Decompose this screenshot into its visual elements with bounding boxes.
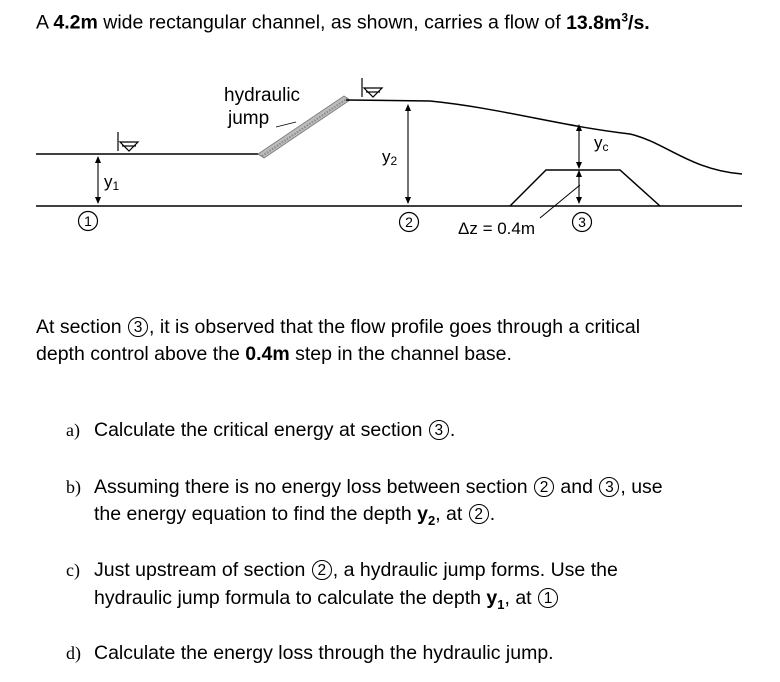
channel-step xyxy=(510,170,660,206)
dz-label: Δz = 0.4m xyxy=(458,219,536,238)
question-a-label: a) xyxy=(66,420,80,440)
hydraulic-jump-label: hydraulic jump xyxy=(224,85,301,129)
question-a: a) Calculate the critical energy at section 3 . xyxy=(66,417,455,444)
step-height: 0.4m xyxy=(245,343,290,365)
section-1-marker: 1 xyxy=(84,213,92,229)
question-c-line-2: hydraulic jump formula to calculate the depth $y_1$, at 1 xyxy=(66,585,559,618)
question-b-line-2: the energy equation to find the depth $y_2$, at 2 . xyxy=(94,503,496,528)
question-b-label: b) xyxy=(66,477,81,497)
section-3-ref: 3 xyxy=(128,317,148,337)
observation-line-2: depth control above the 0.4m step in the channel base. xyxy=(36,343,512,365)
y2-label: y2 xyxy=(382,147,398,168)
flow-rate: $13.8m^3/s$. xyxy=(566,10,650,34)
y1-label: y1 xyxy=(104,172,120,193)
channel-diagram xyxy=(0,0,780,300)
question-d-label: d) xyxy=(66,643,81,663)
observation-line-1: At section 3 , it is observed that the flow profile goes through a critical xyxy=(36,316,641,338)
question-c-line-1: c) Just upstream of section 2 , a hydraulic jump forms. Use the xyxy=(66,557,618,584)
water-surface-marker-1 xyxy=(118,132,138,151)
section-2-marker: 2 xyxy=(405,214,413,230)
problem-statement: A 4.2m wide rectangular channel, as shown, carries a flow of $13.8m^3/s$. xyxy=(36,10,650,34)
depth-y1: $y_1$ xyxy=(486,587,505,612)
depth-y2: $y_2$ xyxy=(417,503,436,528)
water-surface-marker-2 xyxy=(362,78,382,97)
question-d: d) Calculate the energy loss through the hydraulic jump. xyxy=(66,640,554,667)
question-b-line-1: b) Assuming there is no energy loss between section 2 and 3 , use xyxy=(66,474,663,501)
question-c-label: c) xyxy=(66,560,80,580)
channel-width: 4.2m xyxy=(53,11,98,34)
section-3-marker: 3 xyxy=(578,214,586,230)
yc-label: yc xyxy=(594,133,609,154)
downstream-water-surface xyxy=(346,100,742,174)
